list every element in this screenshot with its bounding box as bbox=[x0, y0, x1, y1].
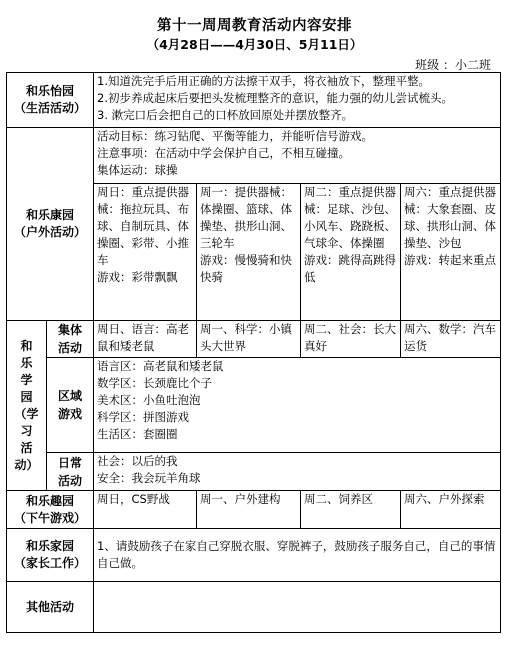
area-games-content bbox=[94, 358, 501, 453]
outdoor-day: 周六：重点提供器械：大象套圈、皮球、拱形山洞、体操垫、沙包 游戏：转起来重点 bbox=[401, 184, 501, 321]
outdoor-day: 周日：重点提供器械：拖拉玩具、布球、自制玩具、体操圈、彩带、小推车 游戏：彩带飘飘 bbox=[94, 184, 197, 321]
daily-item: 安全：我会玩羊角球 bbox=[97, 471, 201, 485]
play-header: 和乐趣园 （下午游戏） bbox=[7, 491, 94, 529]
schedule-table bbox=[6, 72, 501, 633]
group-activity-day: 周六、数学：汽车运货 bbox=[401, 321, 501, 358]
play-day: 周二、饲养区 bbox=[301, 491, 401, 529]
life-header: 和乐怡园 （生活活动） bbox=[7, 73, 94, 128]
play-day: 周一、户外建构 bbox=[197, 491, 301, 529]
home-row bbox=[7, 529, 501, 582]
area-item: 数学区：长颈鹿比个子 bbox=[97, 376, 213, 390]
learning-daily-row bbox=[7, 453, 501, 491]
outdoor-day: 周二：重点提供器械：足球、沙包、小风车、跷跷板、气球伞、体操圈 游戏：跳得高跳得低 bbox=[301, 184, 401, 321]
area-item: 语言区：高老鼠和矮老鼠 bbox=[97, 359, 224, 373]
learning-group-row bbox=[7, 321, 501, 358]
other-row bbox=[7, 582, 501, 633]
life-item: 1.知道洗完手后用正确的方法擦干双手，将衣袖放下，整理平整。 bbox=[97, 74, 430, 88]
life-item: 2.初步养成起床后要把头发梳理整齐的意识，能力强的幼儿尝试梳头。 bbox=[97, 91, 453, 105]
area-item: 科学区：拼图游戏 bbox=[97, 410, 190, 424]
play-day: 周日，CS野战 bbox=[94, 491, 197, 529]
area-games-label: 区域 游戏 bbox=[47, 358, 94, 453]
outdoor-general bbox=[94, 128, 501, 184]
outdoor-header: 和乐康园 （户外活动） bbox=[7, 128, 94, 321]
outdoor-note: 注意事项：在活动中学会保护自己，不相互碰撞。 bbox=[97, 146, 351, 160]
learning-header: 和 乐 学 园 （学 习 活 动） bbox=[7, 321, 47, 491]
life-item: 3. 漱完口后会把自己的口杯放回原处并摆放整齐。 bbox=[97, 108, 354, 122]
life-row bbox=[7, 73, 501, 128]
daily-item: 社会：以后的我 bbox=[97, 454, 178, 468]
group-activity-label: 集体 活动 bbox=[47, 321, 94, 358]
group-activity-day: 周一、科学：小镇头大世界 bbox=[197, 321, 301, 358]
document-title: 第十一周周教育活动内容安排 bbox=[157, 18, 352, 34]
daily-activity-content bbox=[94, 453, 501, 491]
other-content bbox=[94, 582, 501, 633]
outdoor-day: 周一：提供器械：体操圈、篮球、体操垫、拱形山洞、三轮车 游戏：慢慢骑和快快骑 bbox=[197, 184, 301, 321]
home-content: 1、请鼓励孩子在家自己穿脱衣服、穿脱裤子，鼓励孩子服务自己，自己的事情自己做。 bbox=[94, 529, 501, 582]
area-item: 美术区：小鱼吐泡泡 bbox=[97, 393, 201, 407]
group-activity-day: 周日、语言：高老鼠和矮老鼠 bbox=[94, 321, 197, 358]
other-header: 其他活动 bbox=[7, 582, 94, 633]
class-label: 班级 ：小二班 bbox=[415, 58, 491, 72]
outdoor-goal: 活动目标：练习钻爬、平衡等能力，并能听信号游戏。 bbox=[97, 129, 374, 143]
outdoor-group: 集体运动：球操 bbox=[97, 163, 178, 177]
life-content bbox=[94, 73, 501, 128]
daily-activity-label: 日常 活动 bbox=[47, 453, 94, 491]
home-header: 和乐家园 （家长工作） bbox=[7, 529, 94, 582]
play-day: 周六、户外探索 bbox=[401, 491, 501, 529]
area-item: 生活区：套圈圈 bbox=[97, 427, 178, 441]
learning-area-row bbox=[7, 358, 501, 453]
group-activity-day: 周二、社会：长大真好 bbox=[301, 321, 401, 358]
play-row bbox=[7, 491, 501, 529]
outdoor-row bbox=[7, 128, 501, 184]
date-range: （4月28日——4月30日、5月11日） bbox=[146, 37, 363, 52]
